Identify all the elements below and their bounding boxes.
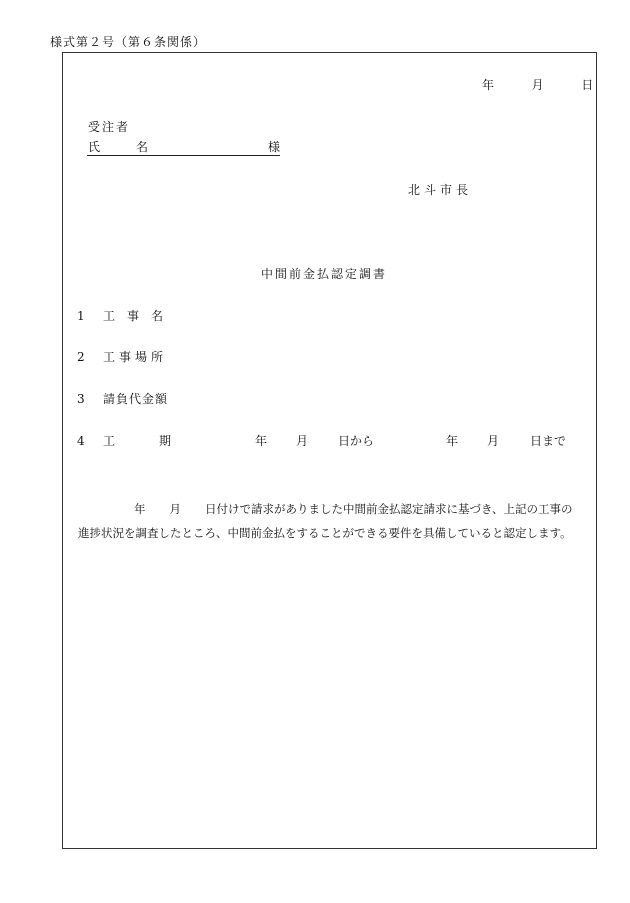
item-1-label: 工 事 名: [103, 309, 164, 323]
issuer: 北斗市長: [408, 183, 473, 197]
document-title: 中間前金払認定調書: [261, 267, 388, 281]
period-end-year: 年: [446, 434, 459, 448]
period-end-day: 日まで: [530, 434, 567, 448]
header-date-day: 日: [581, 78, 594, 92]
certification-month: 月: [169, 502, 181, 516]
recipient-name-label: 氏 名: [88, 140, 161, 154]
certification-line-1-text: 日付けで請求がありました中間前金払認定請求に基づき、上記の工事の: [205, 502, 573, 516]
period-start-year: 年: [255, 434, 268, 448]
certification-text: [78, 497, 573, 545]
item-4-number: 4: [77, 434, 85, 448]
period-start-month: 月: [296, 434, 309, 448]
item-3-number: 3: [77, 392, 85, 406]
item-3-label: 請負代金額: [103, 392, 169, 406]
header-date: [482, 79, 593, 91]
item-2-number: 2: [77, 350, 85, 364]
recipient-label: 受注者: [88, 120, 131, 134]
certification-line-2: 進捗状況を調査したところ、中間前金払をすることができる要件を具備していると認定します。: [78, 526, 572, 540]
form-frame: [62, 52, 597, 849]
recipient-honorific: 様: [267, 140, 280, 154]
recipient-name-line: [87, 141, 280, 156]
form-number: 様式第２号（第６条関係）: [50, 35, 207, 49]
header-date-year: 年: [482, 78, 495, 92]
period-end-month: 月: [487, 434, 500, 448]
certification-year: 年: [134, 502, 146, 516]
item-1-number: 1: [77, 309, 85, 323]
period-start-day: 日から: [338, 434, 375, 448]
item-4-label: 工期: [103, 434, 216, 448]
item-2-label: 工事場所: [103, 350, 168, 364]
header-date-month: 月: [531, 78, 544, 92]
certification-line-1: [78, 497, 573, 521]
